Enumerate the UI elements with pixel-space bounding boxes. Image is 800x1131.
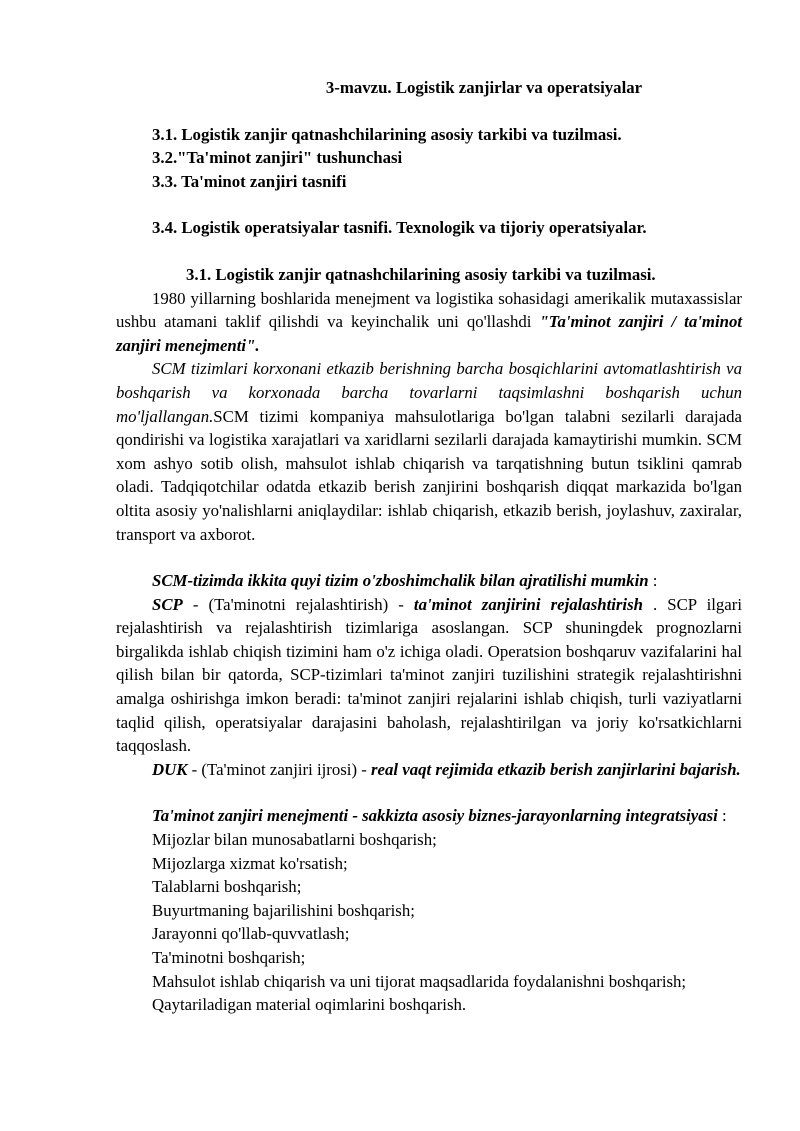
integration-lead: Ta'minot zanjiri menejmenti - sakkizta asosiy biznes-jarayonlarning integratsiyasi	[152, 806, 718, 826]
scp-dash: - (Ta'minotni rejalashtirish) -	[182, 594, 414, 614]
subsystems-tail: :	[648, 571, 658, 591]
integration-tail: :	[717, 806, 727, 826]
paragraph-duk	[116, 758, 742, 782]
paragraph-subsystems	[116, 569, 742, 593]
scp-text: . SCP ilgari rejalashtirish va rejalashtirish tizimlariga asoslangan. SCP shuningdek prognozlarni birgalikda ishlab chiqish tizimini ham o'z ichiga oladi. Operatsion boshqaruv vazifalarini hal qilish bilan bir qatorda, SCP-tizimlari ta'minot zanjiri tuzilishini strategik rejalashtirishni amalga oshirishga imkon beradi: ta'minot zanjiri rejalarini ishlab chiqish, turli vaziyatlarni taqlid qilish, operatsiyalar darajasini baholash, rejalashtirilgan va joriy ko'rsatkichlarni taqqoslash.	[116, 594, 742, 756]
section-heading: 3.1. Logistik zanjir qatnashchilarining asosiy tarkibi va tuzilmasi.	[186, 264, 656, 284]
duk-dash: - (Ta'minot zanjiri ijrosi) -	[187, 759, 372, 779]
scm-text: SCM tizimi kompaniya mahsulotlariga bo'lgan talabni sezilarli darajada qondirishi va logistika xarajatlari va xaridlarni sezilarli darajada kamaytirishi mumkin. SCM xom ashyo sotib olish, mahsulot ishlab chiqarish va tarqatishning butun tsiklini qamrab oladi. Tadqiqotchilar odatda etkazib berish zanjirini boshqarish diqqat markazida bo'lgan oltita asosiy yo'nalishlarni aniqlaydilar: ishlab chiqarish, etkazib berish, joylashuv, zaxiralar, transport va axborot.	[116, 406, 742, 544]
intro-text: 1980 yillarning boshlarida menejment va logistika sohasidagi amerikalik mutaxassislar ushbu atamani taklif qilishdi va keyinchalik uni qo'llashdi	[116, 288, 742, 332]
paragraph-integration	[116, 804, 742, 828]
scp-definition: ta'minot zanjirini rejalashtirish	[413, 594, 643, 614]
list-item: Qaytariladigan material oqimlarini boshqarish.	[152, 995, 467, 1015]
paragraph-scm	[116, 357, 742, 546]
list-item: Talablarni boshqarish;	[152, 877, 302, 897]
process-list	[116, 828, 742, 1017]
list-item: Mijozlarga xizmat ko'rsatish;	[152, 853, 348, 873]
list-item: Mahsulot ishlab chiqarish va uni tijorat maqsadlarida foydalanishni boshqarish;	[152, 971, 687, 991]
intro-term: "Ta'minot zanjiri / ta'minot zanjiri menejmenti".	[116, 312, 742, 355]
scp-term: SCP	[152, 594, 183, 614]
document-title: 3-mavzu. Logistik zanjirlar va operatsiyalar	[325, 78, 643, 97]
table-of-contents	[152, 123, 742, 240]
scm-definition: SCM tizimlari korxonani etkazib berishning barcha bosqichlarini avtomatlashtirish va boshqarish va korxonada barcha tovarlarni taqsimlashni boshqarish uchun mo'ljallangan.	[116, 359, 742, 426]
toc-item-1: 3.1. Logistik zanjir qatnashchilarining asosiy tarkibi va tuzilmasi.	[152, 124, 622, 144]
paragraph-intro	[116, 287, 742, 358]
list-item: Jarayonni qo'llab-quvvatlash;	[152, 924, 350, 944]
duk-definition: real vaqt rejimida etkazib berish zanjirlarini bajarish.	[371, 759, 741, 779]
list-item: Mijozlar bilan munosabatlarni boshqarish;	[152, 830, 437, 850]
subsystems-lead: SCM-tizimda ikkita quyi tizim o'zboshimchalik bilan ajratilishi mumkin	[152, 571, 649, 591]
duk-term: DUK	[152, 759, 188, 779]
list-item: Buyurtmaning bajarilishini boshqarish;	[152, 900, 415, 920]
toc-item-4: 3.4. Logistik operatsiyalar tasnifi. Texnologik va tijoriy operatsiyalar.	[152, 218, 647, 238]
toc-item-2: 3.2."Ta'minot zanjiri" tushunchasi	[152, 148, 403, 168]
toc-item-3: 3.3. Ta'minot zanjiri tasnifi	[152, 171, 347, 191]
list-item: Ta'minotni boshqarish;	[152, 948, 306, 967]
paragraph-scp	[116, 593, 742, 758]
